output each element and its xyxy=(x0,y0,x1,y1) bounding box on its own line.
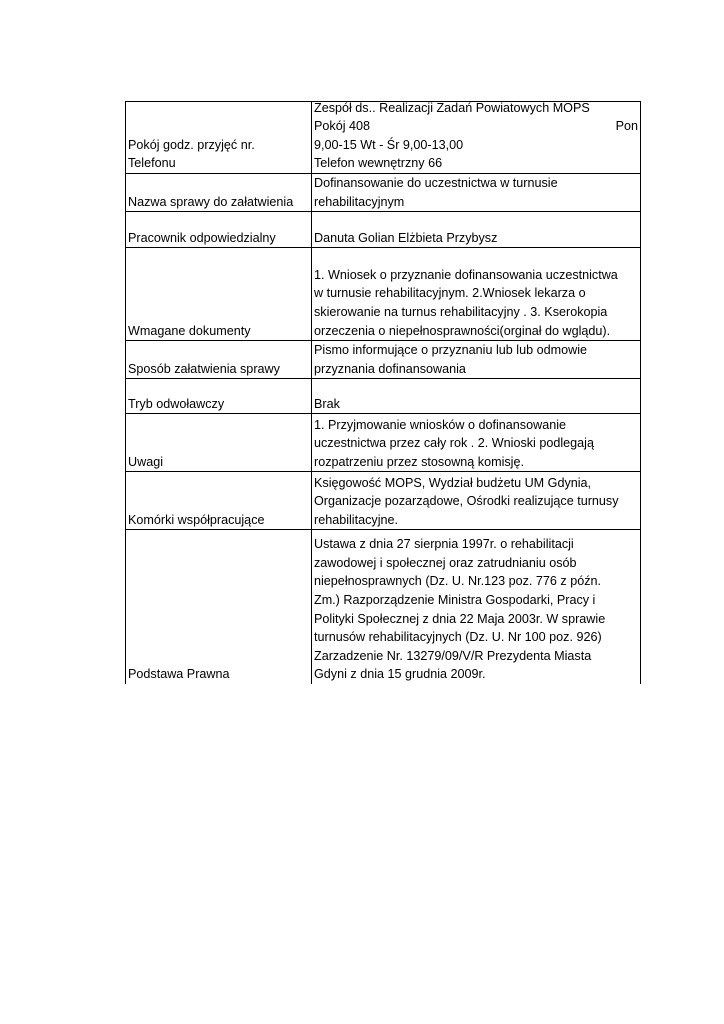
value-line: Organizacje pozarządowe, Ośrodki realizujące turnusy xyxy=(314,494,619,509)
value-line: Telefon wewnętrzny 66 xyxy=(314,156,443,171)
label-line: Tryb odwoławczy xyxy=(128,396,225,411)
label-cooperating-units xyxy=(126,472,312,530)
value-line: 9,00-15 Wt - Śr 9,00-13,00 xyxy=(314,137,464,152)
label-legal-basis xyxy=(126,530,312,684)
value-line: Gdyni z dnia 15 grudnia 2009r. xyxy=(314,667,486,682)
value-line: niepełnosprawnych (Dz. U. Nr.123 poz. 776 z późn. xyxy=(314,574,602,589)
table-row-settlement-method xyxy=(126,341,641,379)
label-office-hours xyxy=(126,102,312,174)
value-settlement-method xyxy=(312,341,641,379)
value-line: turnusów rehabilitacyjnych (Dz. U. Nr 100 poz. 926) xyxy=(314,630,602,645)
label-appeal-mode xyxy=(126,379,312,414)
value-line: Ustawa z dnia 27 sierpnia 1997r. o rehabilitacji xyxy=(314,537,574,552)
value-line: Zespół ds.. Realizacji Zadań Powiatowych MOPS xyxy=(314,101,590,115)
value-case-name xyxy=(312,174,641,212)
value-line: w turnusie rehabilitacyjnym. 2.Wniosek lekarza o xyxy=(314,286,586,301)
label-required-documents xyxy=(126,248,312,341)
table-row-remarks xyxy=(126,414,641,472)
value-line: Danuta Golian Elżbieta Przybysz xyxy=(314,230,498,245)
label-line: Podstawa Prawna xyxy=(128,667,230,682)
room-line xyxy=(314,117,638,136)
value-line: Dofinansowanie do uczestnictwa w turnusie xyxy=(314,176,558,190)
value-line: rehabilitacyjnym xyxy=(314,194,405,209)
value-line: Brak xyxy=(314,396,340,411)
room-number: Pokój 408 xyxy=(314,119,371,134)
label-line: Pracownik odpowiedzialny xyxy=(128,230,276,245)
value-line: rozpatrzeniu przez stosowną komisję. xyxy=(314,454,524,469)
table-row-case-name xyxy=(126,174,641,212)
label-line: Wmagane dokumenty xyxy=(128,323,251,338)
room-day: Pon xyxy=(615,119,638,134)
table-row-required-documents xyxy=(126,248,641,341)
table-row-office-hours xyxy=(126,102,641,174)
label-line: Nazwa sprawy do załatwienia xyxy=(128,194,294,209)
value-line: Pismo informujące o przyznaniu lub lub odmowie xyxy=(314,343,587,358)
value-line: zawodowej i społecznej oraz zatrudnianiu osób xyxy=(314,555,577,570)
label-line: Sposób załatwienia sprawy xyxy=(128,361,280,376)
value-office-hours xyxy=(312,102,641,174)
value-line: orzeczenia o niepełnosprawności(orginał do wglądu). xyxy=(314,323,611,338)
value-line: 1. Przyjmowanie wniosków o dofinansowanie xyxy=(314,417,567,432)
label-line: Komórki współpracujące xyxy=(128,512,265,527)
value-line: Polityki Społecznej z dnia 22 Maja 2003r. W sprawie xyxy=(314,611,606,626)
value-responsible-staff xyxy=(312,212,641,248)
label-settlement-method xyxy=(126,341,312,379)
value-appeal-mode xyxy=(312,379,641,414)
value-line: uczestnictwa przez cały rok . 2. Wnioski podlegają xyxy=(314,436,594,451)
table-row-cooperating-units xyxy=(126,472,641,530)
table-row-appeal-mode xyxy=(126,379,641,414)
label-remarks xyxy=(126,414,312,472)
value-line: skierowanie na turnus rehabilitacyjny . 3. Kserokopia xyxy=(314,305,608,319)
value-cooperating-units xyxy=(312,472,641,530)
value-line: 1. Wniosek o przyznanie dofinansowania uczestnictwa xyxy=(314,267,618,282)
value-line: rehabilitacyjne. xyxy=(314,512,399,527)
value-remarks xyxy=(312,414,641,472)
value-line: Zm.) Razporządzenie Ministra Gospodarki, Pracy i xyxy=(314,592,596,607)
label-line: Uwagi xyxy=(128,454,163,469)
document-sheet xyxy=(125,101,640,684)
table-row-responsible-staff xyxy=(126,212,641,248)
service-info-table xyxy=(125,101,641,684)
label-line: Telefonu xyxy=(128,156,176,171)
value-legal-basis xyxy=(312,530,641,684)
label-case-name xyxy=(126,174,312,212)
table-row-legal-basis xyxy=(126,530,641,684)
value-line: Zarzadzenie Nr. 13279/09/V/R Prezydenta Miasta xyxy=(314,648,592,663)
value-line: przyznania dofinansowania xyxy=(314,361,466,376)
value-required-documents xyxy=(312,248,641,341)
label-line: Pokój godz. przyjęć nr. xyxy=(128,137,255,152)
value-line: Księgowość MOPS, Wydział budżetu UM Gdynia, xyxy=(314,475,592,490)
label-responsible-staff xyxy=(126,212,312,248)
